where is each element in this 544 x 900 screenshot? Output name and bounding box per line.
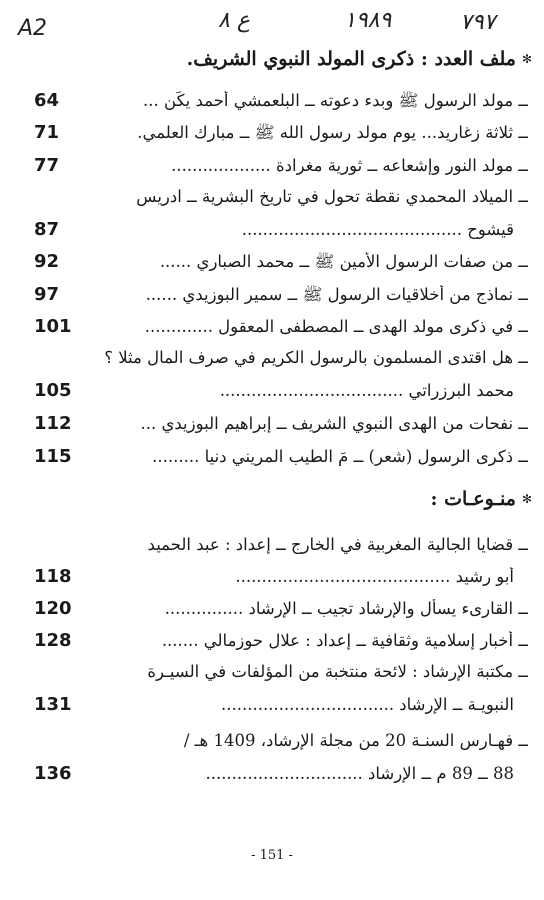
toc-row bbox=[26, 446, 528, 476]
toc-entry-text: النبويـة ــ الإرشاد ................................. bbox=[220, 695, 514, 714]
toc-page-number: 115 bbox=[34, 446, 72, 467]
section-heading-file bbox=[187, 48, 532, 70]
toc-entry-text: ــ هل اقتدى المسلمون بالرسول الكريم في صرف المال مثلا ؟ bbox=[104, 348, 528, 367]
toc-page-number: 105 bbox=[34, 380, 72, 401]
toc-row bbox=[26, 598, 528, 628]
handwritten-annotation: A2 bbox=[18, 16, 48, 41]
toc-entry-text: ــ فهـارس السنـة 20 من مجلة الإرشاد، 1409 هـ / bbox=[183, 731, 528, 750]
toc-row bbox=[26, 694, 528, 724]
toc-page-number: 97 bbox=[34, 284, 60, 305]
toc-row bbox=[26, 763, 528, 793]
toc-page-number: 128 bbox=[34, 630, 72, 651]
toc-row bbox=[26, 731, 528, 761]
toc-page-number: 77 bbox=[34, 155, 60, 176]
toc-entry-text: ــ ثلاثة زغاريد... يوم مولد رسول الله ﷺ ــ مبارك العلمي. bbox=[137, 123, 528, 142]
toc-page-number: 71 bbox=[34, 122, 60, 143]
toc-page-number: 92 bbox=[34, 251, 60, 272]
toc-page-number: 131 bbox=[34, 694, 72, 715]
toc-row bbox=[26, 284, 528, 314]
toc-entry-text: ــ القارىء يسأل والإرشاد تجيب ــ الإرشاد ............... bbox=[164, 599, 528, 618]
handwritten-issue-number: ع ٨ bbox=[218, 8, 250, 33]
handwritten-code: ٧٩٧ bbox=[460, 10, 496, 35]
toc-row bbox=[26, 219, 528, 249]
toc-entry-text: ــ قضايا الجالية المغربية في الخارج ــ إعداد : عبد الحميد bbox=[147, 535, 528, 554]
toc-entry-text: ــ من صفات الرسول الأمين ﷺ ــ محمد الصباري ...... bbox=[159, 252, 528, 271]
toc-row bbox=[26, 155, 528, 185]
toc-row bbox=[26, 413, 528, 443]
toc-entry-text: ــ أخبار إسلامية وثقافية ــ إعداد : علال حوزمالي ....... bbox=[161, 631, 528, 650]
toc-page-number: 118 bbox=[34, 566, 72, 587]
toc-row bbox=[26, 122, 528, 152]
toc-row bbox=[26, 187, 528, 217]
bullet-star-icon: ✻ bbox=[521, 52, 532, 66]
section-title: ملف العدد : ذكرى المولد النبوي الشريف. bbox=[186, 48, 516, 70]
toc-page-number: 101 bbox=[34, 316, 72, 337]
toc-entry-text: ــ في ذكرى مولد الهدى ــ المصطفى المعقول ............. bbox=[144, 317, 528, 336]
toc-page-number: 64 bbox=[34, 90, 60, 111]
toc-page-number: 120 bbox=[34, 598, 72, 619]
toc-row bbox=[26, 535, 528, 565]
toc-row bbox=[26, 316, 528, 346]
toc-entry-text: ــ نفحات من الهدى النبوي الشريف ــ إبراهيم البوزيدي ... bbox=[140, 414, 528, 433]
bullet-star-icon: ✻ bbox=[521, 492, 532, 506]
toc-entry-text: محمد البرزراتي ................................... bbox=[219, 381, 514, 400]
toc-entry-text: ــ ذكرى الرسول (شعر) ــ مَ الطيب المريني دنيا ......... bbox=[152, 447, 528, 466]
toc-row bbox=[26, 630, 528, 660]
toc-entry-text: قيشوح .......................................... bbox=[241, 220, 514, 239]
toc-row bbox=[26, 251, 528, 281]
handwritten-year: ١٩٨٩ bbox=[344, 8, 392, 33]
page-number-footer: - 151 - bbox=[251, 848, 293, 863]
toc-entry-text: ــ مكتبة الإرشاد : لائحة منتخبة من المؤلفات في السيـرة bbox=[147, 662, 528, 681]
toc-entry-text: 88 ــ 89 م ــ الإرشاد .............................. bbox=[205, 764, 514, 783]
toc-page-number: 87 bbox=[34, 219, 60, 240]
toc-row bbox=[26, 662, 528, 692]
toc-entry-text: ــ الميلاد المحمدي نقطة تحول في تاريخ البشرية ــ ادريس bbox=[136, 187, 528, 206]
toc-entry-text: ــ مولد الرسول ﷺ وبدء دعوته ــ البلعمشي أحمد يكَن ... bbox=[143, 91, 528, 110]
toc-row bbox=[26, 348, 528, 378]
toc-entry-text: ــ نماذج من أخلاقيات الرسول ﷺ ــ سمير البوزيدي ...... bbox=[145, 285, 528, 304]
toc-row bbox=[26, 566, 528, 596]
toc-entry-text: أبو رشيد ......................................... bbox=[235, 567, 514, 586]
toc-page-number: 136 bbox=[34, 763, 72, 784]
section-heading-varieties bbox=[430, 488, 532, 510]
toc-page-number: 112 bbox=[34, 413, 72, 434]
toc-entry-text: ــ مولد النور وإشعاعه ــ ثورية مغرادة ................... bbox=[171, 156, 528, 175]
section-title: منـوعـات : bbox=[430, 488, 516, 510]
toc-row bbox=[26, 380, 528, 410]
toc-row bbox=[26, 90, 528, 120]
